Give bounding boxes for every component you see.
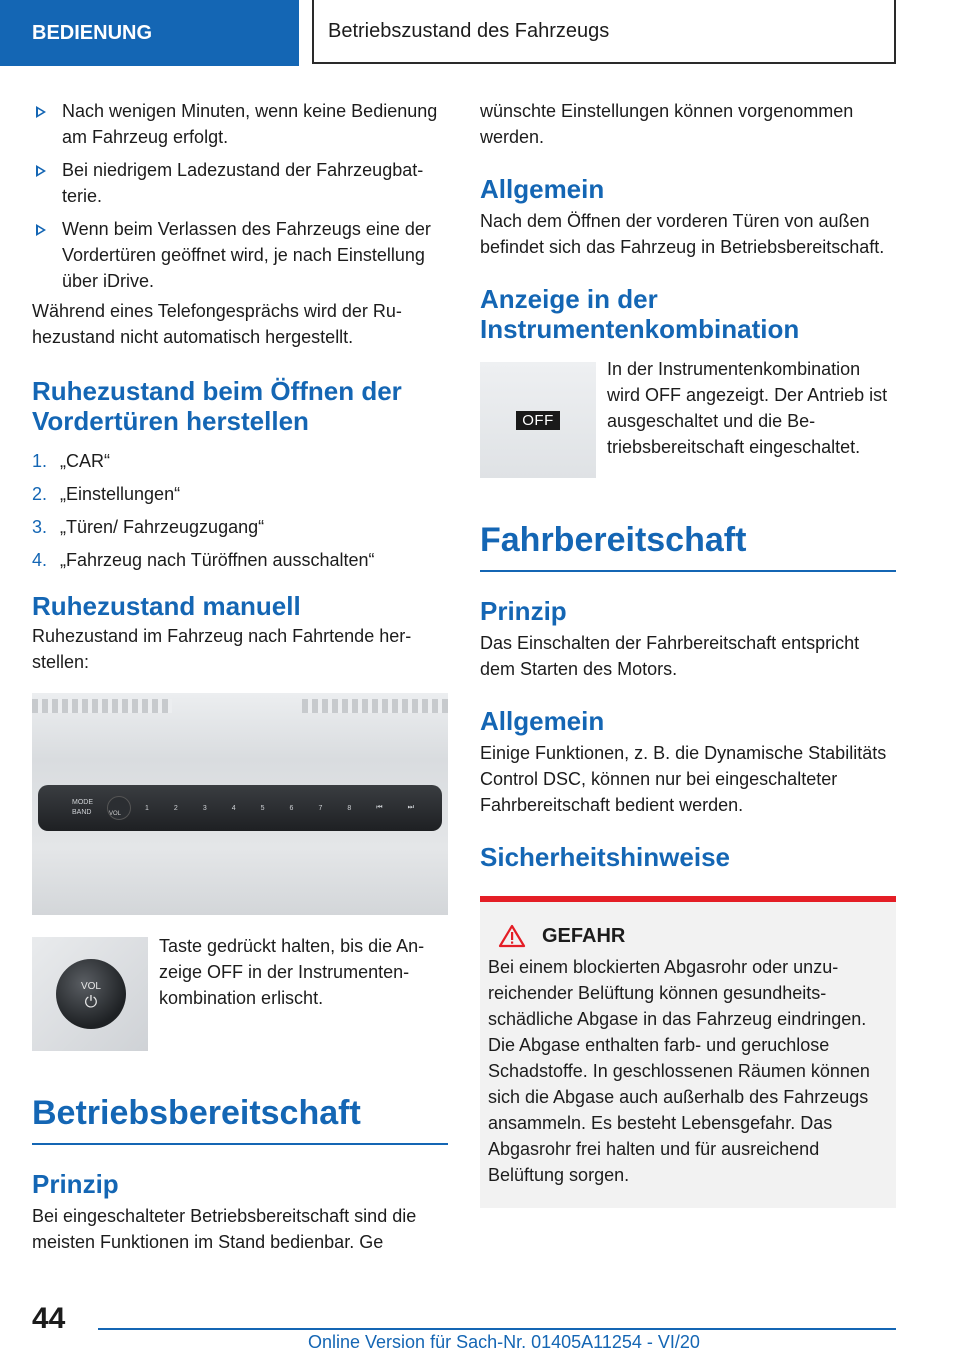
paragraph: Bei eingeschalteter Betriebsbereitschaft sind die meisten Funktionen im Stand bedienbar. Ge xyxy=(32,1206,417,1252)
power-icon: ⏻ xyxy=(84,994,98,1011)
paragraph: Während eines Telefongesprächs wird der Ruhezustand nicht automatisch hergestellt. xyxy=(32,301,402,347)
section-heading: Allgemein xyxy=(480,706,605,736)
knob-figure xyxy=(32,937,448,1051)
list-item: 3. „Türen/ Fahrzeugzugang“ xyxy=(32,517,265,537)
section-heading: Prinzip xyxy=(480,596,567,626)
paragraph: Das Einschalten der Fahrbereitschaft entspricht dem Starten des Motors. xyxy=(480,633,860,679)
section-heading: Prinzip xyxy=(32,1169,119,1199)
section-heading: Anzeige in der Instrumentenkombination xyxy=(480,284,800,344)
section-heading: Ruhezustand beim Öffnen der Vordertüren herstellen xyxy=(32,376,402,436)
figure-caption: In der Instrumentenkombination wird OFF angezeigt. Der Antrieb ist ausgeschaltet und die Betriebsbereitschaft eingeschaltet. xyxy=(607,359,888,457)
left-column xyxy=(32,98,448,1255)
power-knob: VOL ⏻ xyxy=(56,959,126,1029)
list-item: 1. „CAR“ xyxy=(32,451,110,471)
paragraph: Ruhezustand im Fahrzeug nach Fahrtende herstellen: xyxy=(32,626,412,672)
vol-knob-photo xyxy=(32,937,148,1051)
footer-note: Online Version für Sach-Nr. 01405A11254 - VI/20 xyxy=(308,1332,700,1352)
list-item: Wenn beim Verlassen des Fahrzeugs eine der Vordertüren geöffnet wird, je nach Einstellung über iDrive. xyxy=(32,216,448,294)
section-heading: Allgemein xyxy=(480,174,605,204)
paragraph: wünschte Einstellungen können vorgenommen werden. xyxy=(480,101,854,147)
chapter-title: Betriebszustand des Fahrzeugs xyxy=(312,0,896,64)
off-indicator: OFF xyxy=(516,411,560,430)
paragraph: Nach dem Öffnen der vorderen Türen von außen befindet sich das Fahrzeug in Betriebsbereitschaft. xyxy=(480,211,885,257)
warning-header: GEFAHR xyxy=(488,924,888,948)
right-column xyxy=(480,98,896,1208)
step-list xyxy=(32,448,448,573)
chapter-heading: Betriebsbereitschaft xyxy=(32,1093,448,1145)
page-header xyxy=(0,0,960,66)
triangle-bullet-icon xyxy=(36,106,46,118)
section-heading: Sicherheitshinweise xyxy=(480,842,730,872)
radio-panel: MODE BAND 1 2 3 4 5 6 7 8 ⏮ ⏭ xyxy=(38,785,442,831)
off-figure xyxy=(480,359,896,478)
danger-warning-box xyxy=(480,896,896,1208)
paragraph: Einige Funktionen, z. B. die Dynamische Stabilitäts Control DSC, können nur bei eingeschalteter Fahrbereitschaft bedient werden. xyxy=(480,743,887,815)
page-number: 44 xyxy=(32,1302,66,1335)
cluster-off-image xyxy=(480,362,596,478)
list-item: Bei niedrigem Ladezustand der Fahrzeugbatterie. xyxy=(32,157,448,209)
footer-divider xyxy=(98,1328,896,1330)
triangle-bullet-icon xyxy=(36,165,46,177)
section-heading: Ruhezustand manuell xyxy=(32,591,301,621)
triangle-bullet-icon xyxy=(36,224,46,236)
warning-triangle-icon xyxy=(498,924,526,948)
list-item: Nach wenigen Minuten, wenn keine Bedienung am Fahrzeug erfolgt. xyxy=(32,98,448,150)
condition-list xyxy=(32,98,448,294)
warning-text: Bei einem blockierten Abgasrohr oder unzureichender Belüftung können gesundheitsschädliche Abgase in das Fahrzeug eindringen. Die Abgase enthalten farb- und geruchlose Schadstoffe. In geschlossenen Räumen können sich die Abgase auch außerhalb des Fahrzeugs ansammeln. Es besteht Lebensgefahr. Das Abgasrohr frei halten und für ausreichend Belüftung sorgen. xyxy=(488,957,870,1185)
section-tab: BEDIENUNG xyxy=(0,0,299,66)
list-item: 2. „Einstellungen“ xyxy=(32,484,181,504)
console-photo: MODE BAND 1 2 3 4 5 6 7 8 ⏮ ⏭ VOL xyxy=(32,693,448,915)
list-item: 4. „Fahrzeug nach Türöffnen ausschalten“ xyxy=(32,550,375,570)
figure-caption: Taste gedrückt halten, bis die Anzeige OFF in der Instrumentenkombination erlischt. xyxy=(159,936,425,1008)
chapter-heading: Fahrbereitschaft xyxy=(480,520,896,572)
